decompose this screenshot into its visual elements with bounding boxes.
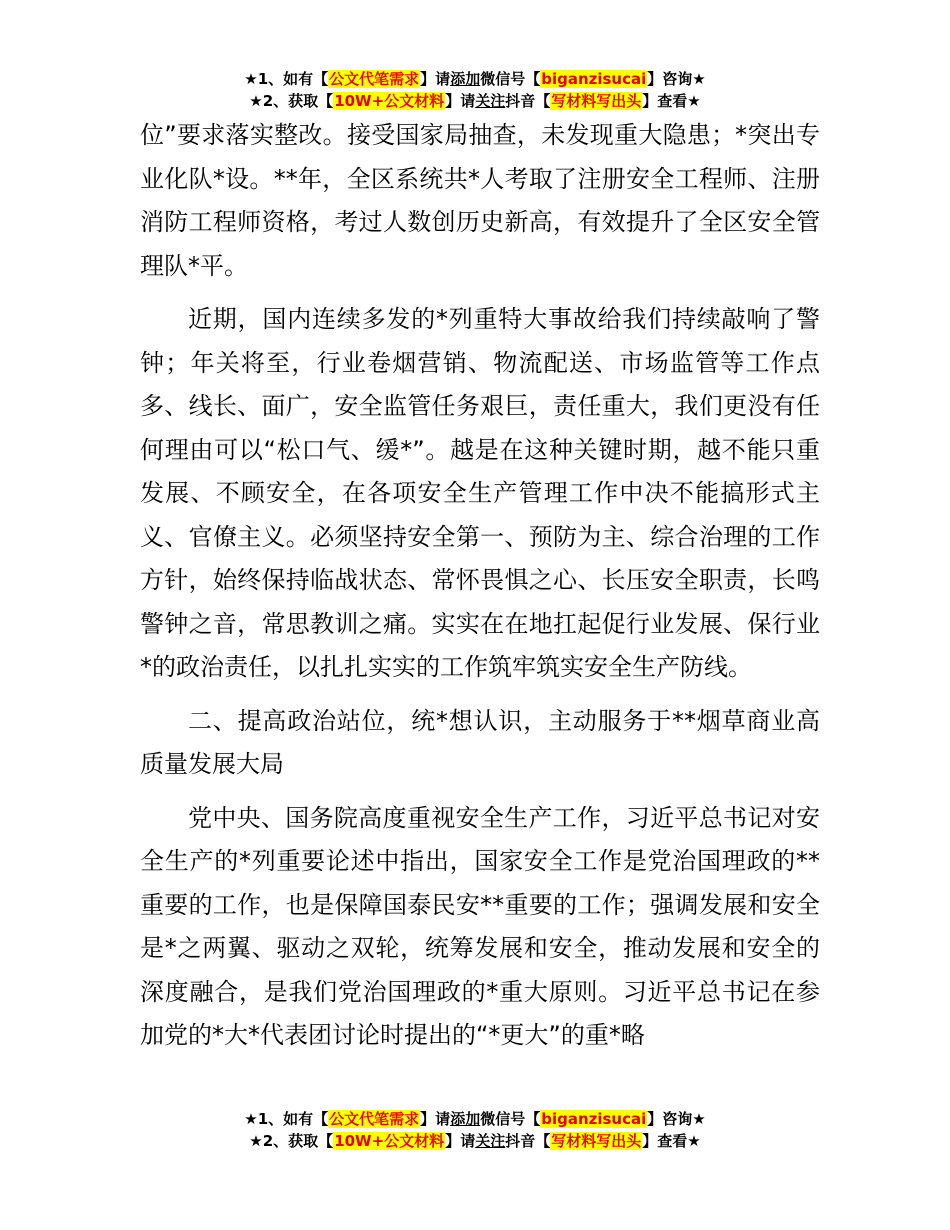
highlight-materials: 10W+公文材料 <box>334 92 445 110</box>
paragraph: 党中央、国务院高度重视安全生产工作，习近平总书记对安全生产的*列重要论述中指出，国家安全工作是党治国理政的**重要的工作，也是保障国泰民安**重要的工作；强调发展和安全是*之两翼、驱动之双轮，统筹发展和安全，推动发展和安全的深度融合，是我们党治国理政的*重大原则。习近平总书记在参加党的*大*代表团讨论时提出的“*更大”的重*略 <box>140 803 820 1049</box>
highlight-service: 公文代笔需求 <box>329 70 420 88</box>
paragraph-continued: 位”要求落实整改。接受国家局抽查，未发现重大隐患；*突出专业化队*设。**年，全区系统共*人考取了注册安全工程师、注册消防工程师资格，考过人数创历史新高，有效提升了全区安全管理队*平。 <box>140 121 820 280</box>
header-banner <box>0 68 950 112</box>
highlight-service: 公文代笔需求 <box>329 1110 420 1128</box>
header-banner-line-2: ★2、获取【10W+公文材料】请关注抖音【写材料写出头】查看★ <box>249 92 701 110</box>
section-heading: 二、提高政治站位，统*想认识，主动服务于**烟草商业高质量发展大局 <box>140 706 820 778</box>
highlight-douyin: 写材料写出头 <box>551 1132 642 1150</box>
footer-banner-line-1: ★1、如有【公文代笔需求】请添加微信号【biganzisucai】咨询★ <box>244 1110 706 1128</box>
document-body <box>140 114 820 1068</box>
highlight-douyin: 写材料写出头 <box>551 92 642 110</box>
footer-banner <box>0 1108 950 1152</box>
highlight-wechat-id: biganzisucai <box>541 70 647 88</box>
footer-banner-line-2: ★2、获取【10W+公文材料】请关注抖音【写材料写出头】查看★ <box>249 1132 701 1150</box>
paragraph: 近期，国内连续多发的*列重特大事故给我们持续敲响了警钟；年关将至，行业卷烟营销、物流配送、市场监管等工作点多、线长、面广，安全监管任务艰巨，责任重大，我们更没有任何理由可以“松口气、缓*”。越是在这种关键时期，越不能只重发展、不顾安全，在各项安全生产管理工作中决不能搞形式主义、官僚主义。必须坚持安全第一、预防为主、综合治理的工作方针，始终保持临战状态、常怀畏惧之心、长压安全职责，长鸣警钟之音，常思教训之痛。实实在在地扛起促行业发展、保行业*的政治责任，以扎扎实实的工作筑牢筑实安全生产防线。 <box>140 305 820 681</box>
header-banner-line-1: ★1、如有【公文代笔需求】请添加微信号【biganzisucai】咨询★ <box>244 70 706 88</box>
highlight-wechat-id: biganzisucai <box>541 1110 647 1128</box>
highlight-materials: 10W+公文材料 <box>334 1132 445 1150</box>
